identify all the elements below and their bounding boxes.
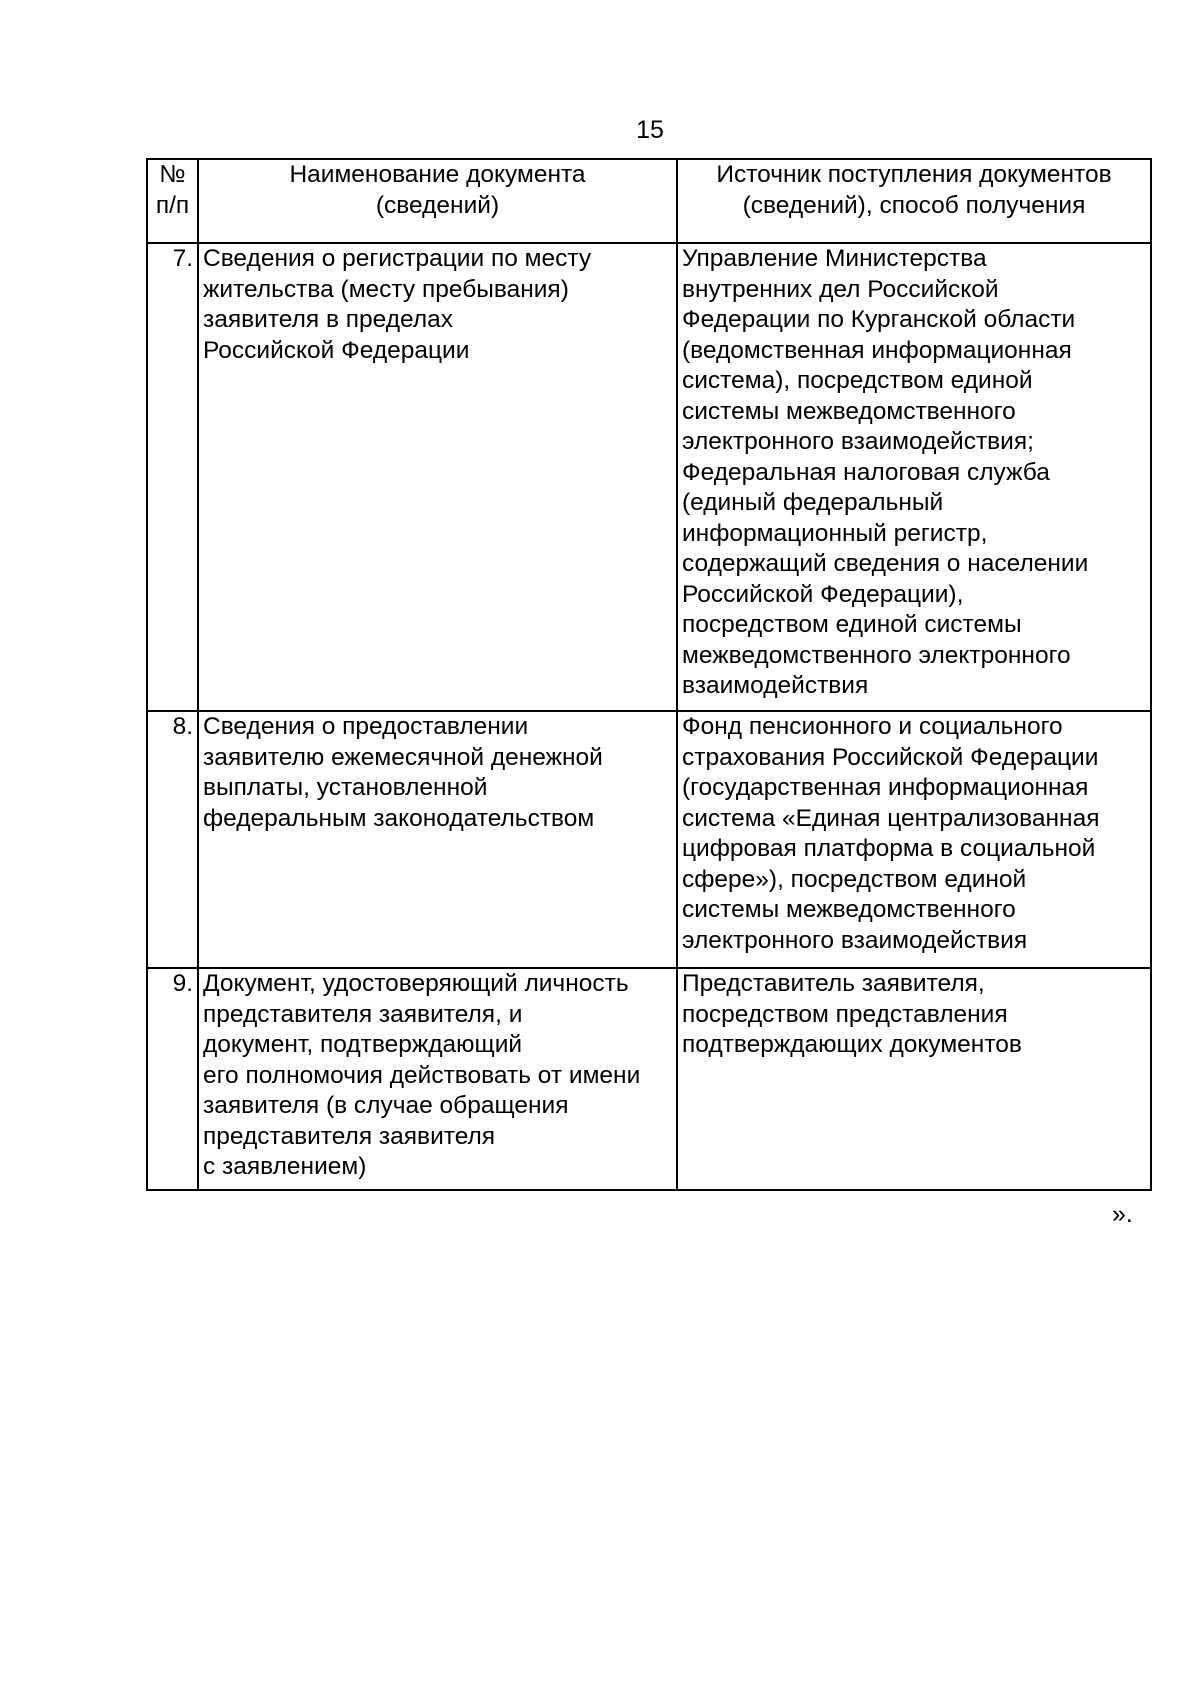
table-header-row [147,159,1151,243]
header-document-source: Источник поступления документов (сведений), способ получения [677,159,1151,243]
table-row [147,243,1151,711]
header-document-name: Наименование документа (сведений) [198,159,677,243]
document-source-cell: Фонд пенсионного и социального страхования Российской Федерации (государственная информационная система «Единая централизованная цифровая платформа в социальной сфере»), посредством единой системы межведомственного электронного взаимодействия [677,711,1151,968]
row-number: 8. [147,711,198,968]
page-number: 15 [636,116,664,144]
row-number: 7. [147,243,198,711]
header-number: № п/п [147,159,198,243]
documents-table [146,158,1152,1191]
document-source-cell: Управление Министерства внутренних дел Российской Федерации по Курганской области (ведомственная информационная система), посредством единой системы межведомственного электронного взаимодействия; Федеральная налоговая служба (единый федеральный информационный регистр, содержащий сведения о населении Российской Федерации), посредством единой системы межведомственного электронного взаимодействия [677,243,1151,711]
document-name-cell: Сведения о предоставлении заявителю ежемесячной денежной выплаты, установленной федеральным законодательством [198,711,677,968]
table-row [147,968,1151,1190]
closing-quote: ». [1112,1200,1133,1228]
document-name-cell: Документ, удостоверяющий личность представителя заявителя, и документ, подтверждающий его полномочия действовать от имени заявителя (в случае обращения представителя заявителя с заявлением) [198,968,677,1190]
document-name-cell: Сведения о регистрации по месту жительства (месту пребывания) заявителя в пределах Российской Федерации [198,243,677,711]
document-source-cell: Представитель заявителя, посредством представления подтверждающих документов [677,968,1151,1190]
row-number: 9. [147,968,198,1190]
table-row [147,711,1151,968]
